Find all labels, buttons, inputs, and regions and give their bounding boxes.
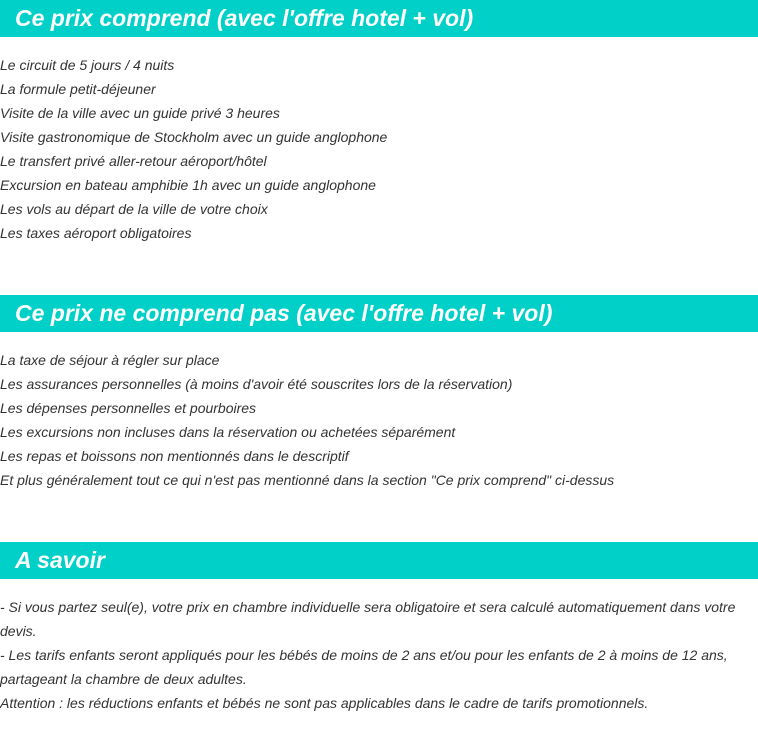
list-item: Visite de la ville avec un guide privé 3 heures — [0, 105, 280, 121]
list-item: Le circuit de 5 jours / 4 nuits — [0, 57, 175, 73]
note-paragraph: Attention : les réductions enfants et bébés ne sont pas applicables dans le cadre de tarifs promotionnels. — [0, 695, 649, 711]
list-item: Le transfert privé aller-retour aéroport/hôtel — [0, 153, 267, 169]
section-title-not-included: Ce prix ne comprend pas (avec l'offre hotel + vol) — [0, 295, 758, 332]
list-item: Les taxes aéroport obligatoires — [0, 225, 192, 241]
list-item: Les dépenses personnelles et pourboires — [0, 400, 257, 416]
notes-block — [0, 595, 756, 715]
list-item: Excursion en bateau amphibie 1h avec un guide anglophone — [0, 177, 376, 193]
section-title-included: Ce prix comprend (avec l'offre hotel + vol) — [0, 0, 758, 37]
list-item: Les vols au départ de la ville de votre choix — [0, 201, 268, 217]
note-paragraph: - Si vous partez seul(e), votre prix en chambre individuelle sera obligatoire et sera calculé automatiquement dans votre devis. — [0, 599, 736, 639]
list-item: Les excursions non incluses dans la réservation ou achetées séparément — [0, 424, 456, 440]
section-title-a-savoir: A savoir — [0, 542, 758, 579]
list-item: Visite gastronomique de Stockholm avec un guide anglophone — [0, 129, 388, 145]
note-paragraph: - Les tarifs enfants seront appliqués pour les bébés de moins de 2 ans et/ou pour les enfants de 2 à moins de 12 ans, partageant la chambre de deux adultes. — [0, 647, 728, 687]
included-list — [0, 53, 758, 245]
list-item: Et plus généralement tout ce qui n'est pas mentionné dans la section "Ce prix comprend" ci-dessus — [0, 472, 615, 488]
not-included-list — [0, 348, 758, 492]
list-item: La taxe de séjour à régler sur place — [0, 352, 220, 368]
list-item: Les repas et boissons non mentionnés dans le descriptif — [0, 448, 349, 464]
list-item: Les assurances personnelles (à moins d'avoir été souscrites lors de la réservation) — [0, 376, 513, 392]
list-item: La formule petit-déjeuner — [0, 81, 156, 97]
